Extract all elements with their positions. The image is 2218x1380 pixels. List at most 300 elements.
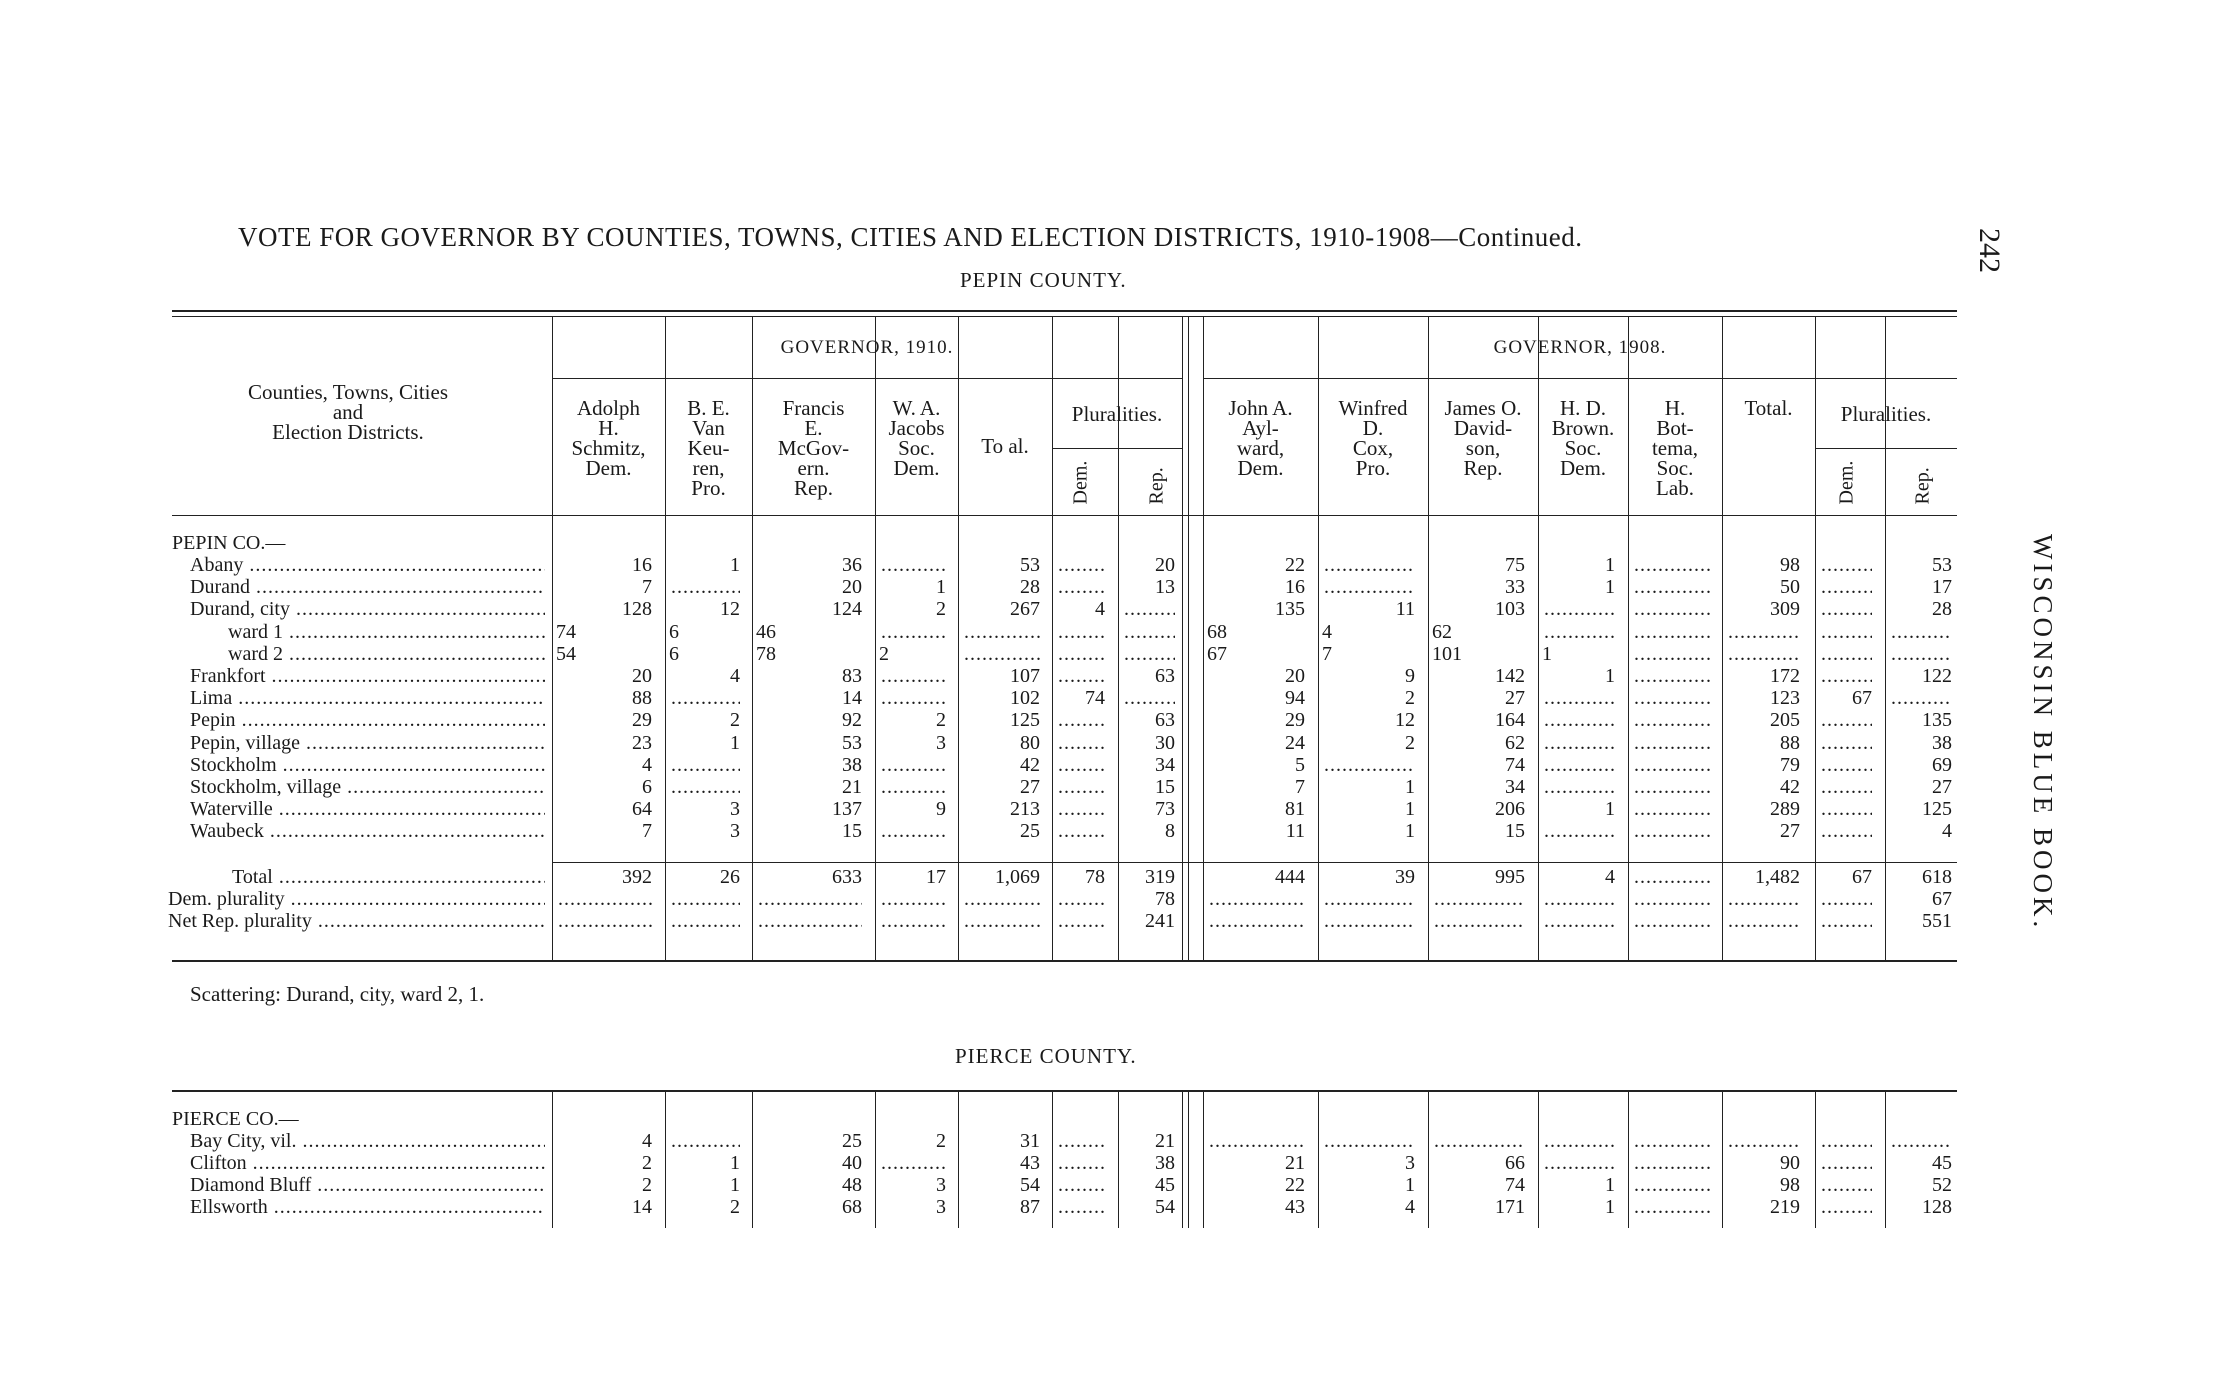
- table-cell: 62: [1432, 620, 1452, 643]
- county-heading-pepin: PEPIN COUNTY.: [960, 268, 1127, 292]
- table-cell: 241: [1145, 910, 1175, 932]
- leader-dots: [1544, 820, 1615, 842]
- table-cell: 27: [1932, 776, 1952, 798]
- table-cell: 78: [1155, 888, 1175, 910]
- leader-dots: [1544, 910, 1615, 932]
- table-cell: 67: [1852, 687, 1872, 710]
- table-cell: 63: [1155, 709, 1175, 732]
- leader-dots: [671, 576, 740, 598]
- table-row: [0, 732, 2218, 754]
- leader-dots: [1544, 709, 1615, 731]
- table-cell: 36: [842, 554, 862, 576]
- table-cell: 267: [1010, 598, 1040, 621]
- table-cell: 38: [1155, 1152, 1175, 1174]
- leader-dots: [1634, 1130, 1710, 1152]
- leader-dots: [1891, 687, 1952, 709]
- county-heading-pierce: PIERCE COUNTY.: [955, 1044, 1137, 1068]
- table-cell: 219: [1770, 1196, 1800, 1218]
- table-cell: 80: [1020, 731, 1040, 754]
- table-cell: 289: [1770, 798, 1800, 821]
- table-cell: 68: [1207, 620, 1227, 643]
- table-cell: 50: [1780, 576, 1800, 599]
- table-row: [0, 1152, 2218, 1174]
- table-cell: 94: [1285, 687, 1305, 710]
- table-cell: 13: [1155, 576, 1175, 599]
- pepin-section-label: PEPIN CO.—: [172, 532, 286, 554]
- dem-label-1908: Dem.: [1835, 460, 1858, 505]
- table-row: [0, 1130, 2218, 1152]
- row-label: Diamond Bluff: [190, 1174, 312, 1196]
- table-row: [0, 1174, 2218, 1196]
- table-cell: 20: [632, 665, 652, 687]
- table-cell: 83: [842, 665, 862, 687]
- table-cell: 81: [1285, 798, 1305, 821]
- table-row: [0, 888, 2218, 910]
- table-cell: 4: [730, 665, 740, 687]
- table-cell: 319: [1145, 866, 1175, 888]
- row-label: Waterville: [190, 798, 273, 821]
- table-cell: 9: [1405, 665, 1415, 687]
- page-number: 242: [1973, 228, 2006, 273]
- table-cell: 1: [1405, 776, 1415, 798]
- table-row: [0, 709, 2218, 731]
- table-cell: 1: [730, 1174, 740, 1196]
- column-header: James O. David- son, Rep.: [1444, 396, 1522, 480]
- table-cell: 633: [832, 866, 862, 888]
- table-cell: 1: [730, 731, 740, 754]
- table-cell: 4: [1322, 620, 1332, 643]
- leader-dots: [1124, 621, 1175, 643]
- table-cell: 38: [1932, 731, 1952, 754]
- table-cell: 88: [632, 687, 652, 710]
- row-label: Durand, city: [190, 598, 290, 621]
- table-cell: 74: [1505, 1174, 1525, 1196]
- row-label: Lima: [190, 687, 233, 710]
- table-cell: 1: [730, 554, 740, 576]
- leader-dots: [964, 910, 1040, 932]
- table-cell: 20: [842, 576, 862, 599]
- table-cell: 66: [1505, 1152, 1525, 1174]
- leader-dots: [1058, 621, 1105, 643]
- table-cell: 3: [1405, 1152, 1415, 1174]
- table-cell: 53: [842, 731, 862, 754]
- table-cell: 69: [1932, 753, 1952, 776]
- table-cell: 392: [622, 866, 652, 888]
- leader-dots: [1324, 554, 1415, 576]
- table-cell: 75: [1505, 554, 1525, 576]
- column-header: B. E. Van Keu- ren, Pro.: [687, 396, 730, 500]
- table-cell: 17: [926, 866, 946, 888]
- table-cell: 78: [1085, 866, 1105, 888]
- page-title: VOTE FOR GOVERNOR BY COUNTIES, TOWNS, CITIES AND ELECTION DISTRICTS, 1910-1908—Continued.: [238, 222, 1583, 252]
- leader-dots: [758, 910, 862, 932]
- leader-dots: [1634, 621, 1710, 643]
- table-cell: 4: [1405, 1196, 1415, 1218]
- table-cell: 88: [1780, 731, 1800, 754]
- row-label: Total: [232, 866, 273, 888]
- table-cell: 73: [1155, 798, 1175, 821]
- leader-dots: [1728, 1130, 1800, 1152]
- table-cell: 11: [1285, 820, 1305, 843]
- table-cell: 34: [1505, 776, 1525, 798]
- leader-dots: [964, 643, 1040, 665]
- table-cell: 98: [1780, 554, 1800, 576]
- table-cell: 9: [936, 798, 946, 821]
- table-row: [0, 687, 2218, 709]
- leader-dots: [1124, 598, 1175, 620]
- table-cell: 7: [642, 576, 652, 599]
- table-cell: 4: [1605, 866, 1615, 888]
- table-cell: 11: [1395, 598, 1415, 621]
- table-cell: 122: [1922, 665, 1952, 687]
- table-cell: 551: [1922, 910, 1952, 932]
- row-label: Dem. plurality: [168, 888, 285, 910]
- table-cell: 3: [936, 1196, 946, 1218]
- leader-dots: [1544, 598, 1615, 620]
- table-cell: 46: [756, 620, 776, 643]
- leader-dots: [671, 754, 740, 776]
- row-label: Abany: [190, 554, 244, 576]
- table-cell: 63: [1155, 665, 1175, 687]
- table-cell: 1: [1405, 798, 1415, 821]
- table-cell: 39: [1395, 866, 1415, 888]
- table-cell: 45: [1932, 1152, 1952, 1174]
- column-header: H. D. Brown. Soc. Dem.: [1551, 396, 1615, 480]
- leader-dots: [1634, 643, 1710, 665]
- row-label: Pepin: [190, 709, 236, 732]
- leader-dots: [1544, 776, 1615, 798]
- table-cell: 1: [1605, 1196, 1615, 1218]
- table-cell: 2: [730, 709, 740, 732]
- table-row: [0, 643, 2218, 665]
- row-label: Ellsworth: [190, 1196, 268, 1218]
- group-header-1910: GOVERNOR, 1910.: [780, 337, 954, 358]
- table-cell: 27: [1020, 776, 1040, 798]
- table-cell: 74: [1085, 687, 1105, 710]
- table-cell: 42: [1020, 753, 1040, 776]
- leader-dots: [671, 1130, 740, 1152]
- table-cell: 23: [632, 731, 652, 754]
- table-cell: 45: [1155, 1174, 1175, 1196]
- table-row: [0, 576, 2218, 598]
- pierce-section-label: PIERCE CO.—: [172, 1108, 299, 1130]
- column-header: Total.: [1744, 396, 1793, 420]
- leader-dots: [964, 888, 1040, 910]
- table-cell: 1: [730, 1152, 740, 1174]
- table-cell: 206: [1495, 798, 1525, 821]
- leader-dots: [881, 621, 946, 643]
- leader-dots: [1891, 621, 1952, 643]
- leader-dots: [558, 910, 652, 932]
- table-cell: 6: [669, 620, 679, 643]
- table-cell: 28: [1020, 576, 1040, 599]
- column-header: Francis E. McGov- ern. Rep.: [777, 396, 850, 500]
- table-cell: 67: [1852, 866, 1872, 888]
- leader-dots: [1728, 888, 1800, 910]
- table-cell: 21: [1285, 1152, 1305, 1174]
- table-row: [0, 554, 2218, 576]
- column-header: H. Bot- tema, Soc. Lab.: [1651, 396, 1699, 500]
- table-cell: 28: [1932, 598, 1952, 621]
- scattering-note: Scattering: Durand, city, ward 2, 1.: [190, 982, 485, 1006]
- table-row: [0, 776, 2218, 798]
- running-title: WISCONSIN BLUE BOOK.: [2028, 534, 2058, 932]
- table-cell: 4: [642, 1130, 652, 1152]
- table-cell: 16: [632, 554, 652, 576]
- table-cell: 42: [1780, 776, 1800, 798]
- row-label: Pepin, village: [190, 731, 300, 754]
- table-row: [0, 621, 2218, 643]
- table-cell: 3: [730, 798, 740, 821]
- column-header: Adolph H. Schmitz, Dem.: [571, 396, 646, 480]
- table-cell: 64: [632, 798, 652, 821]
- leader-dots: [1209, 1130, 1305, 1152]
- table-cell: 135: [1275, 598, 1305, 621]
- leader-dots: [1324, 576, 1415, 598]
- table-cell: 14: [632, 1196, 652, 1218]
- row-label: Bay City, vil.: [190, 1130, 297, 1152]
- table-cell: 164: [1495, 709, 1525, 732]
- table-cell: 92: [842, 709, 862, 732]
- table-cell: 52: [1932, 1174, 1952, 1196]
- table-cell: 2: [936, 709, 946, 732]
- table-cell: 2: [879, 642, 889, 665]
- table-cell: 26: [720, 866, 740, 888]
- table-cell: 15: [1505, 820, 1525, 843]
- table-cell: 25: [842, 1130, 862, 1152]
- table-cell: 24: [1285, 731, 1305, 754]
- table-cell: 20: [1285, 665, 1305, 687]
- table-cell: 1: [936, 576, 946, 599]
- table-cell: 34: [1155, 753, 1175, 776]
- leader-dots: [1544, 754, 1615, 776]
- leader-dots: [758, 888, 862, 910]
- leader-dots: [1821, 1130, 1872, 1152]
- table-cell: 7: [1322, 642, 1332, 665]
- table-row: [0, 866, 2218, 888]
- table-cell: 205: [1770, 709, 1800, 732]
- table-cell: 31: [1020, 1130, 1040, 1152]
- table-cell: 21: [842, 776, 862, 798]
- table-cell: 135: [1922, 709, 1952, 732]
- leader-dots: [881, 888, 946, 910]
- column-header: To al.: [981, 434, 1029, 458]
- leader-dots: [1124, 643, 1175, 665]
- table-cell: 137: [832, 798, 862, 821]
- table-cell: 22: [1285, 1174, 1305, 1196]
- row-label: Stockholm: [190, 753, 277, 776]
- leader-dots: [1324, 754, 1415, 776]
- table-cell: 1,482: [1755, 866, 1800, 888]
- group-header-1908: GOVERNOR, 1908.: [1493, 337, 1667, 358]
- table-cell: 30: [1155, 731, 1175, 754]
- table-cell: 98: [1780, 1174, 1800, 1196]
- table-cell: 54: [1155, 1196, 1175, 1218]
- row-label: Stockholm, village: [190, 776, 342, 798]
- leader-dots: [1728, 910, 1800, 932]
- table-cell: 3: [730, 820, 740, 843]
- leader-dots: [1324, 910, 1415, 932]
- table-cell: 78: [756, 642, 776, 665]
- row-label: Clifton: [190, 1152, 247, 1174]
- pluralities-1910-header: Pluralities.: [1071, 402, 1163, 426]
- table-cell: 12: [720, 598, 740, 621]
- table-cell: 4: [642, 753, 652, 776]
- table-cell: 309: [1770, 598, 1800, 621]
- table-cell: 213: [1010, 798, 1040, 821]
- table-cell: 8: [1165, 820, 1175, 843]
- leader-dots: [1821, 621, 1872, 643]
- leader-dots: [1728, 643, 1800, 665]
- table-cell: 1: [1605, 798, 1615, 821]
- table-cell: 22: [1285, 554, 1305, 576]
- table-cell: 2: [642, 1174, 652, 1196]
- table-cell: 102: [1010, 687, 1040, 710]
- leader-dots: [1821, 643, 1872, 665]
- row-label: ward 1: [228, 620, 283, 643]
- table-cell: 54: [1020, 1174, 1040, 1196]
- table-cell: 1: [1405, 820, 1415, 843]
- table-cell: 14: [842, 687, 862, 710]
- dem-label-1910: Dem.: [1069, 460, 1092, 505]
- table-cell: 103: [1495, 598, 1525, 621]
- table-cell: 107: [1010, 665, 1040, 687]
- table-cell: 444: [1275, 866, 1305, 888]
- leader-dots: [881, 910, 946, 932]
- table-cell: 90: [1780, 1152, 1800, 1174]
- table-cell: 27: [1780, 820, 1800, 843]
- row-label: Frankfort: [190, 665, 266, 687]
- table-cell: 74: [556, 620, 576, 643]
- table-cell: 128: [1922, 1196, 1952, 1218]
- table-row: [0, 820, 2218, 842]
- table-cell: 1: [1605, 576, 1615, 599]
- table-cell: 4: [1942, 820, 1952, 843]
- leader-dots: [671, 910, 740, 932]
- leader-dots: [964, 621, 1040, 643]
- leader-dots: [671, 687, 740, 709]
- table-cell: 79: [1780, 753, 1800, 776]
- leader-dots: [1634, 910, 1710, 932]
- table-cell: 2: [936, 1130, 946, 1152]
- table-cell: 1: [1405, 1174, 1415, 1196]
- table-cell: 29: [632, 709, 652, 732]
- table-cell: 43: [1285, 1196, 1305, 1218]
- table-cell: 123: [1770, 687, 1800, 710]
- table-cell: 53: [1020, 554, 1040, 576]
- table-cell: 33: [1505, 576, 1525, 599]
- table-cell: 2: [1405, 731, 1415, 754]
- leader-dots: [1324, 1130, 1415, 1152]
- table-row: [0, 910, 2218, 932]
- leader-dots: [1124, 687, 1175, 709]
- table-cell: 171: [1495, 1196, 1525, 1218]
- table-row: [0, 1196, 2218, 1218]
- table-cell: 618: [1922, 866, 1952, 888]
- table-cell: 16: [1285, 576, 1305, 599]
- leader-dots: [1728, 621, 1800, 643]
- table-cell: 43: [1020, 1152, 1040, 1174]
- table-cell: 1: [1605, 1174, 1615, 1196]
- table-cell: 53: [1932, 554, 1952, 576]
- column-header: W. A. Jacobs Soc. Dem.: [888, 396, 945, 480]
- table-cell: 2: [730, 1196, 740, 1218]
- table-row: [0, 665, 2218, 687]
- leader-dots: [1434, 910, 1525, 932]
- table-cell: 54: [556, 642, 576, 665]
- table-cell: 995: [1495, 866, 1525, 888]
- leader-dots: [1209, 888, 1305, 910]
- leader-dots: [1544, 732, 1615, 754]
- leader-dots: [1058, 643, 1105, 665]
- table-cell: 7: [1295, 776, 1305, 798]
- table-cell: 172: [1770, 665, 1800, 687]
- table-row: [0, 598, 2218, 620]
- table-cell: 1: [1605, 554, 1615, 576]
- leader-dots: [1544, 621, 1615, 643]
- table-cell: 21: [1155, 1130, 1175, 1152]
- column-header: John A. Ayl- ward, Dem.: [1228, 396, 1293, 480]
- leader-dots: [1891, 643, 1952, 665]
- table-cell: 7: [642, 820, 652, 843]
- table-cell: 12: [1395, 709, 1415, 732]
- table-cell: 67: [1207, 642, 1227, 665]
- table-cell: 27: [1505, 687, 1525, 710]
- table-cell: 1,069: [995, 866, 1040, 888]
- table-row: [0, 798, 2218, 820]
- leader-dots: [1891, 1130, 1952, 1152]
- table-cell: 125: [1922, 798, 1952, 821]
- table-cell: 3: [936, 731, 946, 754]
- leader-dots: [558, 888, 652, 910]
- leader-dots: [671, 776, 740, 798]
- table-cell: 38: [842, 753, 862, 776]
- table-cell: 17: [1932, 576, 1952, 599]
- stub-header: Counties, Towns, Cities and Election Districts.: [248, 380, 448, 444]
- table-cell: 20: [1155, 554, 1175, 576]
- rep-label-1910: Rep.: [1145, 467, 1168, 505]
- row-label: Waubeck: [190, 820, 264, 843]
- leader-dots: [1544, 1130, 1615, 1152]
- leader-dots: [1544, 1152, 1615, 1174]
- table-cell: 3: [936, 1174, 946, 1196]
- table-cell: 1: [1605, 665, 1615, 687]
- table-cell: 67: [1932, 888, 1952, 910]
- table-cell: 48: [842, 1174, 862, 1196]
- table-cell: 1: [1542, 642, 1552, 665]
- table-cell: 2: [642, 1152, 652, 1174]
- table-cell: 87: [1020, 1196, 1040, 1218]
- table-cell: 2: [1405, 687, 1415, 710]
- table-cell: 6: [642, 776, 652, 798]
- table-cell: 125: [1010, 709, 1040, 732]
- leader-dots: [1209, 910, 1305, 932]
- table-cell: 15: [1155, 776, 1175, 798]
- leader-dots: [1634, 888, 1710, 910]
- leader-dots: [1434, 1130, 1525, 1152]
- table-row: [0, 754, 2218, 776]
- leader-dots: [1434, 888, 1525, 910]
- rep-label-1908: Rep.: [1911, 467, 1934, 505]
- table-cell: 6: [669, 642, 679, 665]
- row-label: Net Rep. plurality: [168, 910, 312, 932]
- table-cell: 5: [1295, 753, 1305, 776]
- table-cell: 2: [936, 598, 946, 621]
- table-cell: 29: [1285, 709, 1305, 732]
- table-cell: 74: [1505, 753, 1525, 776]
- leader-dots: [1544, 687, 1615, 709]
- column-header: Winfred D. Cox, Pro.: [1338, 396, 1408, 480]
